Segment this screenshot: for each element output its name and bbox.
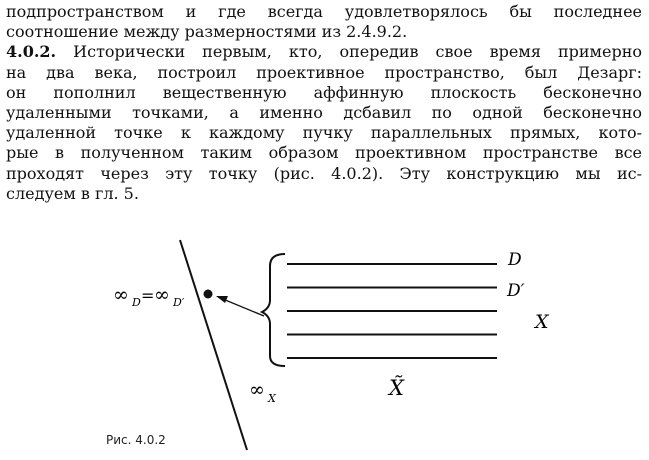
text-line: удаленными точками, а именно дсбавил по одной бесконечно: [6, 103, 642, 123]
label-infinity-point: ∞: [113, 284, 129, 306]
text-line: подпространством и где всегда удовлетворялось бы последнее: [6, 2, 642, 21]
label-equals: =: [141, 286, 155, 305]
text-line: следуем в гл. 5.: [6, 183, 139, 203]
text-line: на два века, построил проективное пространство, был Дезарг:: [6, 62, 642, 82]
figure-svg: [0, 228, 649, 460]
figure-projective-plane: [0, 228, 649, 460]
label-line-d: D: [508, 250, 522, 270]
body-text: [6, 2, 642, 204]
text-line: удаленной точке к каждому пучку параллельных прямых, кото-: [6, 123, 642, 143]
parallel-lines: [287, 264, 497, 358]
label-projective-plane: X̃: [389, 376, 404, 400]
text-line: [6, 42, 642, 62]
text-line-rest: Исторически первым, кто, опередив свое время примерно: [56, 42, 642, 62]
label-sub-d: D: [132, 296, 141, 309]
label-infinity-line: ∞: [249, 379, 265, 401]
label-sub-dprime: D′: [173, 296, 185, 309]
text-line: соотношение между размерностями из 2.4.9.2.: [6, 22, 408, 42]
text-line: рые в полученном таким образом проективном пространстве все: [6, 143, 642, 163]
infinity-line: [180, 240, 247, 450]
label-infinity-point-2: ∞: [154, 284, 170, 306]
label-plane-x: X: [535, 311, 549, 333]
brace: [262, 254, 285, 366]
arrow-head: [216, 296, 228, 303]
text-line: он пополнил вещественную аффинную плоскость бесконечно: [6, 82, 642, 102]
section-number: 4.0.2.: [6, 42, 57, 62]
infinity-point: [204, 290, 213, 299]
label-sub-x: X: [268, 392, 276, 405]
label-line-dprime: D′: [507, 281, 525, 301]
figure-caption: Рис. 4.0.2: [106, 433, 166, 447]
text-line: проходят через эту точку (рис. 4.0.2). Эту конструкцию мы ис-: [6, 163, 642, 183]
